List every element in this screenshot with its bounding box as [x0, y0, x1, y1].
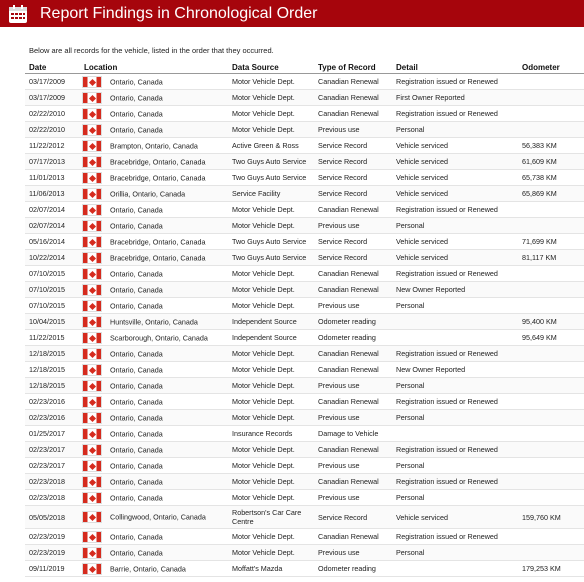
table-row — [25, 282, 584, 298]
cell-type: Damage to Vehicle — [318, 429, 379, 438]
location-text: Ontario, Canada — [110, 493, 163, 502]
cell-type: Service Record — [314, 250, 392, 266]
cell-detail — [392, 330, 498, 346]
canada-flag-icon — [82, 547, 102, 559]
cell-odometer: 65,738 KM — [522, 173, 557, 182]
cell-odometer — [498, 490, 584, 506]
table-row — [25, 138, 584, 154]
location-text: Bracebridge, Ontario, Canada — [110, 237, 206, 246]
col-header-date: Date — [25, 62, 80, 74]
cell-detail: Personal — [392, 545, 498, 561]
cell-data-source: Motor Vehicle Dept. — [232, 493, 295, 502]
cell-date: 11/01/2013 — [29, 173, 65, 182]
cell-detail — [392, 314, 498, 330]
cell-date: 02/23/2017 — [25, 442, 80, 458]
cell-type: Service Record — [318, 173, 368, 182]
cell-detail: Vehicle serviced — [392, 154, 498, 170]
calendar-icon — [8, 4, 28, 24]
cell-data-source: Motor Vehicle Dept. — [228, 90, 314, 106]
location-text: Ontario, Canada — [110, 429, 163, 438]
cell-type: Canadian Renewal — [318, 269, 379, 278]
canada-flag-icon — [82, 300, 102, 312]
cell-data-source: Motor Vehicle Dept. — [232, 532, 295, 541]
cell-detail: Vehicle serviced — [392, 186, 498, 202]
location-text: Ontario, Canada — [110, 301, 163, 310]
cell-type: Canadian Renewal — [314, 282, 392, 298]
cell-odometer — [498, 545, 584, 561]
table-row — [25, 458, 584, 474]
cell-data-source: Robertson's Car Care Centre — [228, 506, 314, 529]
cell-location — [80, 154, 228, 170]
cell-data-source: Moffatt's Mazda — [232, 564, 283, 573]
cell-data-source: Two Guys Auto Service — [228, 154, 314, 170]
table-row — [25, 218, 584, 234]
cell-data-source: Motor Vehicle Dept. — [232, 397, 295, 406]
cell-detail: Registration issued or Renewed — [396, 532, 498, 541]
location-text: Ontario, Canada — [110, 349, 163, 358]
cell-odometer — [498, 458, 584, 474]
canada-flag-icon — [82, 316, 102, 328]
canada-flag-icon — [82, 380, 102, 392]
location-text: Ontario, Canada — [110, 365, 163, 374]
cell-data-source: Motor Vehicle Dept. — [228, 545, 314, 561]
cell-data-source: Motor Vehicle Dept. — [228, 442, 314, 458]
cell-date: 02/23/2019 — [29, 532, 65, 541]
cell-detail: Registration issued or Renewed — [392, 474, 498, 490]
cell-location — [80, 426, 228, 442]
cell-detail: Personal — [396, 301, 425, 310]
canada-flag-icon — [82, 428, 102, 440]
cell-data-source: Active Green & Ross — [232, 141, 299, 150]
cell-date: 12/18/2015 — [25, 346, 80, 362]
cell-data-source: Motor Vehicle Dept. — [228, 218, 314, 234]
table-row — [25, 202, 584, 218]
table-row — [25, 314, 584, 330]
cell-date: 07/10/2015 — [29, 301, 65, 310]
cell-date: 02/22/2010 — [25, 122, 80, 138]
cell-data-source: Service Facility — [228, 186, 314, 202]
cell-odometer — [498, 474, 584, 490]
canada-flag-icon — [82, 284, 102, 296]
cell-odometer — [498, 74, 584, 90]
table-row — [25, 298, 584, 314]
cell-detail: Registration issued or Renewed — [396, 397, 498, 406]
canada-flag-icon — [82, 563, 102, 575]
cell-odometer: 61,609 KM — [498, 154, 584, 170]
cell-date: 12/18/2015 — [29, 365, 65, 374]
cell-type: Canadian Renewal — [318, 109, 379, 118]
canada-flag-icon — [82, 204, 102, 216]
cell-date: 02/07/2014 — [29, 205, 65, 214]
cell-date: 02/23/2018 — [29, 493, 65, 502]
cell-data-source: Motor Vehicle Dept. — [232, 109, 295, 118]
cell-detail: Vehicle serviced — [396, 141, 448, 150]
cell-location — [80, 378, 228, 394]
table-row — [25, 561, 584, 577]
cell-odometer — [498, 394, 584, 410]
cell-location — [80, 282, 228, 298]
cell-type: Odometer reading — [318, 564, 376, 573]
location-text: Ontario, Canada — [110, 125, 163, 134]
canada-flag-icon — [82, 188, 102, 200]
cell-date: 07/10/2015 — [25, 282, 80, 298]
cell-data-source: Motor Vehicle Dept. — [232, 365, 295, 374]
table-row — [25, 170, 584, 186]
canada-flag-icon — [82, 252, 102, 264]
cell-date: 11/06/2013 — [25, 186, 80, 202]
cell-location — [80, 474, 228, 490]
cell-location — [80, 442, 228, 458]
table-row — [25, 490, 584, 506]
location-text: Orillia, Ontario, Canada — [110, 189, 186, 198]
canada-flag-icon — [82, 172, 102, 184]
location-text: Ontario, Canada — [110, 221, 163, 230]
cell-type: Service Record — [314, 186, 392, 202]
cell-location — [80, 529, 228, 545]
canada-flag-icon — [82, 220, 102, 232]
cell-data-source: Motor Vehicle Dept. — [232, 269, 295, 278]
location-text: Ontario, Canada — [110, 285, 163, 294]
cell-detail: Vehicle serviced — [392, 506, 498, 529]
cell-data-source: Motor Vehicle Dept. — [232, 205, 295, 214]
canada-flag-icon — [82, 444, 102, 456]
cell-date: 02/07/2014 — [25, 218, 80, 234]
location-text: Ontario, Canada — [110, 397, 163, 406]
cell-data-source: Two Guys Auto Service — [232, 173, 307, 182]
location-text: Huntsville, Ontario, Canada — [110, 317, 198, 326]
cell-location — [80, 298, 228, 314]
cell-type: Previous use — [314, 545, 392, 561]
cell-location — [80, 170, 228, 186]
cell-odometer — [498, 122, 584, 138]
cell-odometer: 95,400 KM — [498, 314, 584, 330]
cell-odometer — [498, 298, 584, 314]
canada-flag-icon — [82, 396, 102, 408]
cell-date: 02/23/2018 — [25, 474, 80, 490]
location-text: Ontario, Canada — [110, 109, 163, 118]
cell-data-source: Independent Source — [232, 333, 297, 342]
records-table — [25, 62, 584, 577]
cell-date: 03/17/2009 — [29, 77, 65, 86]
cell-location — [80, 234, 228, 250]
cell-odometer — [498, 410, 584, 426]
cell-detail: Vehicle serviced — [396, 173, 448, 182]
canada-flag-icon — [82, 156, 102, 168]
table-row — [25, 250, 584, 266]
table-row — [25, 90, 584, 106]
cell-type: Odometer reading — [314, 314, 392, 330]
cell-location — [80, 314, 228, 330]
table-body — [25, 74, 584, 577]
table-row — [25, 122, 584, 138]
location-text: Scarborough, Ontario, Canada — [110, 333, 208, 342]
location-text: Bracebridge, Ontario, Canada — [110, 157, 206, 166]
location-text: Bracebridge, Ontario, Canada — [110, 253, 206, 262]
cell-odometer: 65,869 KM — [498, 186, 584, 202]
cell-type: Previous use — [318, 301, 360, 310]
cell-type: Canadian Renewal — [318, 205, 379, 214]
canada-flag-icon — [82, 108, 102, 120]
col-header-odometer: Odometer — [498, 62, 584, 74]
cell-detail: Personal — [396, 493, 425, 502]
cell-type: Canadian Renewal — [318, 397, 379, 406]
cell-odometer — [498, 378, 584, 394]
cell-type: Previous use — [318, 461, 360, 470]
cell-location — [80, 362, 228, 378]
cell-data-source: Independent Source — [228, 314, 314, 330]
cell-location — [80, 330, 228, 346]
cell-date: 07/17/2013 — [25, 154, 80, 170]
intro-text: Below are all records for the vehicle, listed in the order that they occurred. — [29, 46, 274, 55]
cell-location — [80, 122, 228, 138]
cell-detail: Registration issued or Renewed — [396, 109, 498, 118]
cell-odometer — [498, 282, 584, 298]
col-header-data-source: Data Source — [228, 62, 314, 74]
cell-date: 02/23/2017 — [29, 461, 65, 470]
cell-data-source: Two Guys Auto Service — [232, 237, 307, 246]
location-text: Ontario, Canada — [110, 445, 163, 454]
cell-location — [80, 250, 228, 266]
table-row — [25, 378, 584, 394]
cell-location — [80, 202, 228, 218]
col-header-type: Type of Record — [314, 62, 392, 74]
canada-flag-icon — [82, 460, 102, 472]
cell-type: Canadian Renewal — [314, 442, 392, 458]
cell-odometer — [498, 426, 584, 442]
cell-location — [80, 218, 228, 234]
table-row — [25, 74, 584, 90]
cell-location — [80, 545, 228, 561]
cell-date: 11/22/2012 — [29, 141, 65, 150]
location-text: Ontario, Canada — [110, 381, 163, 390]
cell-odometer — [498, 266, 584, 282]
cell-data-source: Motor Vehicle Dept. — [228, 346, 314, 362]
cell-odometer: 95,649 KM — [522, 333, 557, 342]
cell-data-source: Motor Vehicle Dept. — [228, 410, 314, 426]
table-row — [25, 266, 584, 282]
cell-type: Previous use — [318, 493, 360, 502]
location-text: Collingwood, Ontario, Canada — [110, 512, 206, 522]
cell-date: 10/22/2014 — [25, 250, 80, 266]
cell-detail — [392, 426, 498, 442]
cell-location — [80, 106, 228, 122]
location-text: Brampton, Ontario, Canada — [110, 141, 198, 150]
cell-detail — [392, 561, 498, 577]
table-row — [25, 529, 584, 545]
cell-detail: Personal — [392, 218, 498, 234]
cell-detail: Personal — [396, 461, 425, 470]
cell-date: 11/22/2015 — [29, 333, 65, 342]
cell-data-source: Motor Vehicle Dept. — [228, 474, 314, 490]
cell-type: Previous use — [314, 122, 392, 138]
cell-detail: New Owner Reported — [392, 282, 498, 298]
table-row — [25, 362, 584, 378]
cell-odometer — [498, 218, 584, 234]
table-row — [25, 346, 584, 362]
cell-type: Canadian Renewal — [314, 346, 392, 362]
cell-type: Service Record — [314, 506, 392, 529]
cell-data-source: Motor Vehicle Dept. — [232, 301, 295, 310]
table-row — [25, 545, 584, 561]
cell-data-source: Motor Vehicle Dept. — [228, 282, 314, 298]
cell-type: Service Record — [314, 154, 392, 170]
col-header-location: Location — [80, 62, 228, 74]
cell-type: Previous use — [314, 218, 392, 234]
cell-location — [80, 410, 228, 426]
canada-flag-icon — [82, 76, 102, 88]
canada-flag-icon — [82, 140, 102, 152]
cell-detail: Personal — [392, 122, 498, 138]
cell-type: Canadian Renewal — [314, 90, 392, 106]
location-text: Ontario, Canada — [110, 77, 163, 86]
cell-date: 12/18/2015 — [25, 378, 80, 394]
cell-type: Canadian Renewal — [318, 365, 379, 374]
cell-detail: Personal — [392, 410, 498, 426]
location-text: Ontario, Canada — [110, 269, 163, 278]
cell-location — [80, 138, 228, 154]
cell-date: 02/23/2019 — [25, 545, 80, 561]
table-row — [25, 506, 584, 529]
col-header-detail: Detail — [392, 62, 498, 74]
cell-date: 10/04/2015 — [25, 314, 80, 330]
canada-flag-icon — [82, 348, 102, 360]
cell-date: 01/25/2017 — [29, 429, 65, 438]
table-row — [25, 106, 584, 122]
canada-flag-icon — [82, 476, 102, 488]
canada-flag-icon — [82, 236, 102, 248]
cell-detail: Registration issued or Renewed — [392, 346, 498, 362]
table-row — [25, 330, 584, 346]
cell-odometer — [498, 346, 584, 362]
section-title: Report Findings in Chronological Order — [40, 4, 318, 22]
cell-odometer: 159,760 KM — [498, 506, 584, 529]
canada-flag-icon — [82, 511, 102, 523]
cell-date: 02/23/2016 — [25, 410, 80, 426]
cell-type: Previous use — [314, 378, 392, 394]
cell-detail: Personal — [392, 378, 498, 394]
canada-flag-icon — [82, 268, 102, 280]
cell-date: 09/11/2019 — [29, 564, 65, 573]
canada-flag-icon — [82, 364, 102, 376]
cell-type: Service Record — [318, 141, 368, 150]
table-row — [25, 442, 584, 458]
cell-detail: First Owner Reported — [392, 90, 498, 106]
cell-location — [80, 394, 228, 410]
cell-type: Canadian Renewal — [314, 474, 392, 490]
table-row — [25, 394, 584, 410]
cell-type: Canadian Renewal — [318, 532, 379, 541]
canada-flag-icon — [82, 124, 102, 136]
cell-odometer: 56,383 KM — [522, 141, 557, 150]
cell-location — [80, 561, 228, 577]
table-row — [25, 474, 584, 490]
cell-odometer: 179,253 KM — [522, 564, 561, 573]
cell-location — [80, 458, 228, 474]
canada-flag-icon — [82, 92, 102, 104]
canada-flag-icon — [82, 412, 102, 424]
cell-location — [80, 90, 228, 106]
cell-location — [80, 266, 228, 282]
canada-flag-icon — [82, 492, 102, 504]
location-text: Ontario, Canada — [110, 548, 163, 557]
cell-type: Canadian Renewal — [318, 77, 379, 86]
cell-odometer: 81,117 KM — [498, 250, 584, 266]
cell-detail: Registration issued or Renewed — [396, 205, 498, 214]
cell-detail: New Owner Reported — [396, 365, 466, 374]
cell-type: Odometer reading — [318, 333, 376, 342]
location-text: Ontario, Canada — [110, 461, 163, 470]
table-row — [25, 426, 584, 442]
table-row — [25, 410, 584, 426]
cell-location — [80, 506, 228, 529]
cell-location — [80, 346, 228, 362]
table-header-row — [25, 62, 584, 74]
cell-type: Previous use — [314, 410, 392, 426]
cell-data-source: Motor Vehicle Dept. — [228, 378, 314, 394]
cell-location — [80, 186, 228, 202]
location-text: Ontario, Canada — [110, 477, 163, 486]
cell-date: 05/16/2014 — [29, 237, 65, 246]
location-text: Ontario, Canada — [110, 93, 163, 102]
cell-odometer — [498, 202, 584, 218]
cell-date: 07/10/2015 — [29, 269, 65, 278]
cell-date: 03/17/2009 — [25, 90, 80, 106]
cell-odometer: 71,699 KM — [522, 237, 557, 246]
cell-location — [80, 74, 228, 90]
cell-odometer — [498, 442, 584, 458]
cell-odometer — [498, 362, 584, 378]
cell-detail: Registration issued or Renewed — [392, 442, 498, 458]
section-header — [0, 0, 584, 27]
table-row — [25, 154, 584, 170]
cell-data-source: Two Guys Auto Service — [228, 250, 314, 266]
cell-detail: Vehicle serviced — [396, 237, 448, 246]
cell-odometer — [498, 106, 584, 122]
cell-date: 02/22/2010 — [29, 109, 65, 118]
canada-flag-icon — [82, 332, 102, 344]
cell-odometer — [498, 529, 584, 545]
cell-date: 05/05/2018 — [25, 506, 80, 529]
cell-data-source: Motor Vehicle Dept. — [232, 77, 295, 86]
location-text: Barrie, Ontario, Canada — [110, 564, 186, 573]
cell-detail: Vehicle serviced — [392, 250, 498, 266]
table-row — [25, 234, 584, 250]
canada-flag-icon — [82, 531, 102, 543]
cell-detail: Registration issued or Renewed — [396, 77, 498, 86]
cell-data-source: Motor Vehicle Dept. — [228, 122, 314, 138]
location-text: Ontario, Canada — [110, 413, 163, 422]
cell-odometer — [498, 90, 584, 106]
cell-date: 02/23/2016 — [29, 397, 65, 406]
table-row — [25, 186, 584, 202]
cell-data-source: Motor Vehicle Dept. — [232, 461, 295, 470]
cell-location — [80, 490, 228, 506]
location-text: Bracebridge, Ontario, Canada — [110, 173, 206, 182]
location-text: Ontario, Canada — [110, 532, 163, 541]
location-text: Ontario, Canada — [110, 205, 163, 214]
cell-data-source: Insurance Records — [232, 429, 293, 438]
cell-detail: Registration issued or Renewed — [396, 269, 498, 278]
cell-type: Service Record — [318, 237, 368, 246]
